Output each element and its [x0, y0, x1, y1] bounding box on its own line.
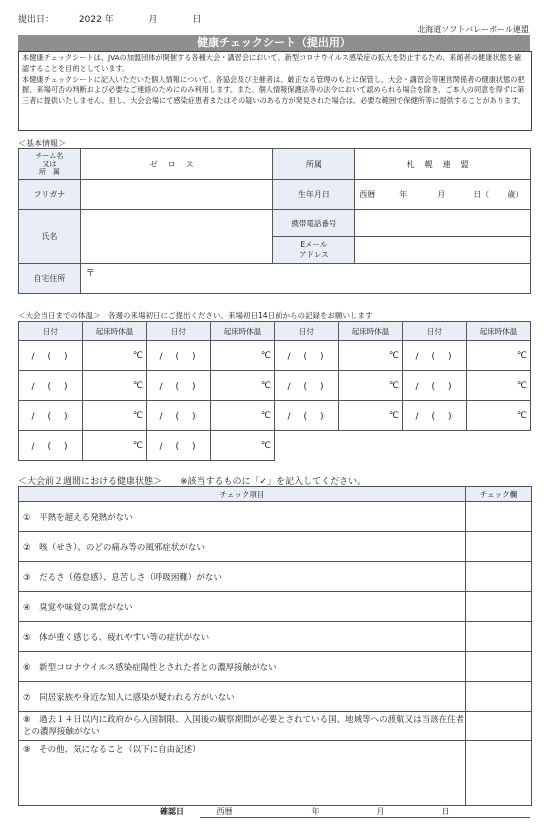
temp-date-cell[interactable]: / ( ): [19, 431, 83, 461]
submission-day[interactable]: 日: [192, 15, 202, 25]
temp-date-cell[interactable]: / ( ): [403, 341, 467, 371]
temp-row: [19, 431, 531, 461]
address-label: 自宅住所: [19, 264, 81, 294]
phone-field[interactable]: [355, 210, 531, 237]
temp-value-cell[interactable]: ℃: [211, 401, 275, 431]
dob-year: 年: [399, 190, 408, 199]
furigana-field[interactable]: [80, 180, 273, 210]
temp-value-header: 起床時体温: [83, 322, 147, 341]
temp-value-cell[interactable]: ℃: [83, 371, 147, 401]
dob-label: 生年月日: [273, 180, 355, 210]
name-label: 氏名: [19, 210, 81, 264]
dob-era: 西暦: [359, 190, 376, 199]
submission-month[interactable]: 月: [148, 15, 158, 25]
check-box-header: チェック欄: [466, 487, 532, 502]
check-row: [19, 622, 532, 652]
temp-value-header: 起床時体温: [211, 322, 275, 341]
temp-date-cell[interactable]: / ( ): [275, 401, 339, 431]
check-box[interactable]: [466, 682, 532, 712]
check-item-text: ④ 臭覚や味覚の異常がない: [19, 592, 466, 622]
health-section-label: ＜大会前２週間における健康状態＞ ※該当するものに「✓」を記入してください。: [18, 477, 367, 487]
dob-day: 日（: [473, 190, 490, 199]
temp-value-cell[interactable]: ℃: [467, 401, 531, 431]
check-row: [19, 592, 532, 622]
confirm-month[interactable]: 月: [376, 807, 385, 816]
check-row: [19, 502, 532, 532]
health-check-table: [18, 486, 532, 806]
team-label: チーム名 又は 所 属: [19, 149, 81, 180]
submission-year[interactable]: 2022 年: [78, 15, 114, 25]
intro-paragraph-2: 本健康チェックシートに記入いただいた個人情報について、各協会及び主催者は、厳正なる管理のもとに保管し、大会・講習会等運営関係者の健康状態の把握、来場可否の判断および必要なご連絡のためにのみ利用します。また、個人情報保護法等の法令において認められる場合を除き、ご本人の同意を得ずに第三者に提供いたしません。但し、大会会場にて感染症患者またはその疑いのある方が発見された場合は、必要な範囲で保健所等に提供することがあります。: [22, 74, 525, 106]
check-row: [19, 562, 532, 592]
temp-date-cell[interactable]: / ( ): [19, 341, 83, 371]
confirm-date-label: 確認日: [160, 807, 184, 816]
temp-value-cell[interactable]: ℃: [339, 401, 403, 431]
check-box[interactable]: [466, 622, 532, 652]
free-text-row: [19, 741, 532, 806]
check-row: [19, 712, 532, 741]
check-row: [19, 652, 532, 682]
organization-name: 北海道ソフトバレーボール連盟: [417, 25, 529, 34]
check-box[interactable]: [466, 712, 532, 741]
temp-value-cell[interactable]: ℃: [83, 341, 147, 371]
submission-date-label: 提出日：: [18, 15, 55, 25]
email-field[interactable]: [355, 237, 531, 264]
check-item-text: ⑦ 同居家族や身近な知人に感染が疑われる方がいない: [19, 682, 466, 712]
intro-paragraph-1: 本健康チェックシートは、JVAの加盟団体が開催する各種大会・講習会において、新型コロナウイルス感染症の拡大を防止するため、来館者の健康状態を確認することを目的としています。: [22, 53, 522, 73]
basic-info-table: [18, 148, 531, 294]
check-box[interactable]: [466, 592, 532, 622]
check-box[interactable]: [466, 562, 532, 592]
affiliation-field[interactable]: 札幌連盟: [355, 149, 531, 180]
temp-row: [19, 371, 531, 401]
name-field[interactable]: [80, 210, 273, 264]
temp-value-cell[interactable]: ℃: [211, 431, 275, 461]
temp-date-cell[interactable]: / ( ): [275, 371, 339, 401]
team-field[interactable]: ゼロス: [80, 149, 273, 180]
email-label: Eメール アドレス: [273, 237, 355, 264]
check-box[interactable]: [466, 532, 532, 562]
temp-value-header: 起床時体温: [339, 322, 403, 341]
check-box[interactable]: [466, 741, 532, 806]
confirm-date: [160, 806, 450, 817]
temp-date-cell[interactable]: / ( ): [147, 371, 211, 401]
temp-date-cell[interactable]: / ( ): [147, 431, 211, 461]
furigana-label: フリガナ: [19, 180, 81, 210]
check-row: [19, 682, 532, 712]
temp-value-cell[interactable]: ℃: [211, 341, 275, 371]
page-title: 健康チェックシート（提出用）: [18, 35, 530, 51]
confirm-day[interactable]: 日: [441, 807, 450, 816]
temp-date-cell[interactable]: / ( ): [403, 401, 467, 431]
temperature-table: [18, 321, 531, 461]
temp-date-cell[interactable]: / ( ): [275, 341, 339, 371]
temp-date-cell[interactable]: / ( ): [403, 371, 467, 401]
affiliation-label: 所属: [273, 149, 355, 180]
postal-mark: 〒: [85, 269, 95, 279]
temp-row: [19, 401, 531, 431]
temp-value-cell[interactable]: ℃: [83, 401, 147, 431]
dob-field[interactable]: [355, 180, 531, 210]
confirm-underline: [200, 817, 530, 818]
check-item-text: ⑧ 過去１４日以内に政府から入国制限、入国後の観察期間が必要とされている国、地域等への渡航又は当該在住者との濃厚接触がない: [19, 712, 466, 741]
check-item-header: チェック項目: [19, 487, 466, 502]
check-item-text: ⑥ 新型コロナウイルス感染症陽性とされた者との濃厚接触がない: [19, 652, 466, 682]
dob-age: 歳）: [507, 190, 524, 199]
temp-empty-cell: [403, 431, 467, 461]
temp-date-cell[interactable]: / ( ): [147, 401, 211, 431]
temperature-section-label: ＜大会当日までの体温＞ 各週の来場初日にご提出ください。来場初日14日前からの記録をお願いします: [18, 311, 373, 320]
check-box[interactable]: [466, 652, 532, 682]
temp-empty-cell: [467, 431, 531, 461]
temp-value-cell[interactable]: ℃: [467, 371, 531, 401]
confirm-era: 西暦: [216, 807, 233, 816]
check-row: [19, 532, 532, 562]
temp-value-cell[interactable]: ℃: [467, 341, 531, 371]
temp-date-header: 日付: [19, 322, 83, 341]
temp-date-header: 日付: [403, 322, 467, 341]
check-item-text: ② 咳（せき）、のどの痛み等の風邪症状がない: [19, 532, 466, 562]
temp-empty-cell: [275, 431, 339, 461]
temp-date-header: 日付: [275, 322, 339, 341]
address-field[interactable]: [80, 264, 530, 294]
temp-date-header: 日付: [147, 322, 211, 341]
temp-value-cell[interactable]: ℃: [339, 371, 403, 401]
submission-date: [18, 12, 223, 25]
temp-value-header: 起床時体温: [467, 322, 531, 341]
temp-date-cell[interactable]: / ( ): [147, 341, 211, 371]
phone-label: 携帯電話番号: [273, 210, 355, 237]
temp-value-cell[interactable]: ℃: [339, 341, 403, 371]
temp-value-cell[interactable]: ℃: [211, 371, 275, 401]
temp-row: [19, 341, 531, 371]
temp-date-cell[interactable]: / ( ): [19, 371, 83, 401]
dob-month: 月: [437, 190, 446, 199]
check-item-text: ③ だるさ（倦怠感）、息苦しさ（呼吸困難）がない: [19, 562, 466, 592]
check-box[interactable]: [466, 502, 532, 532]
free-text-field[interactable]: ⑨ その他、気になること（以下に自由記述）: [19, 741, 466, 806]
confirm-year[interactable]: 年: [311, 807, 320, 816]
check-item-text: ⑤ 体が重く感じる、疲れやすい等の症状がない: [19, 622, 466, 652]
check-item-text: ① 平熱を超える発熱がない: [19, 502, 466, 532]
intro-notice: [18, 51, 532, 131]
temp-empty-cell: [339, 431, 403, 461]
temp-date-cell[interactable]: / ( ): [19, 401, 83, 431]
basic-info-section-label: ＜基本情報＞: [18, 139, 66, 148]
temp-value-cell[interactable]: ℃: [83, 431, 147, 461]
